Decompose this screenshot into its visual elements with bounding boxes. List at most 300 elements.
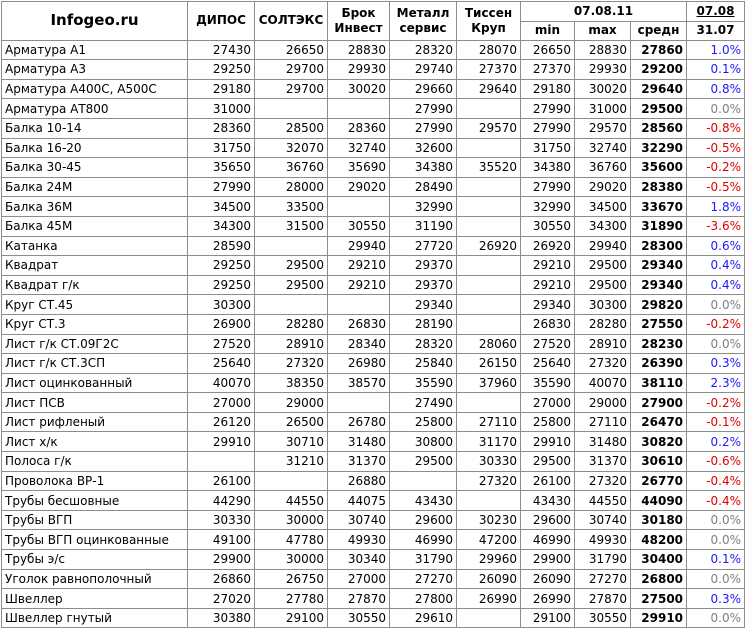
supplier-price: 31480 xyxy=(328,432,390,452)
min-price: 26990 xyxy=(521,589,575,609)
min-price: 29600 xyxy=(521,510,575,530)
avg-price: 28300 xyxy=(631,236,687,256)
change-percent: -0.8% xyxy=(687,118,745,138)
supplier-price: 32070 xyxy=(255,138,328,158)
table-row xyxy=(2,236,745,256)
supplier-price: 28190 xyxy=(390,314,457,334)
min-price: 27990 xyxy=(521,99,575,119)
supplier-price: 28000 xyxy=(255,177,328,197)
supplier-price: 27990 xyxy=(188,177,255,197)
product-name: Балка 10-14 xyxy=(2,118,188,138)
avg-price: 32290 xyxy=(631,138,687,158)
supplier-price: 26830 xyxy=(328,314,390,334)
product-name: Лист оцинкованный xyxy=(2,373,188,393)
brand-title: Infogeo.ru xyxy=(2,2,188,41)
table-row xyxy=(2,569,745,589)
change-percent: 1.0% xyxy=(687,40,745,60)
supplier-price: 26900 xyxy=(188,314,255,334)
max-price: 30550 xyxy=(575,608,631,628)
supplier-price: 27000 xyxy=(328,569,390,589)
supplier-price: 29250 xyxy=(188,275,255,295)
supplier-price: 27270 xyxy=(390,569,457,589)
min-price: 29910 xyxy=(521,432,575,452)
supplier-header-2: СОЛТЭКС xyxy=(255,2,328,41)
supplier-price: 30550 xyxy=(328,216,390,236)
supplier-price: 27870 xyxy=(328,589,390,609)
supplier-price: 29250 xyxy=(188,256,255,276)
table-row xyxy=(2,510,745,530)
supplier-price: 29020 xyxy=(328,177,390,197)
change-percent: 0.1% xyxy=(687,550,745,570)
change-percent: -3.6% xyxy=(687,216,745,236)
min-price: 32990 xyxy=(521,197,575,217)
supplier-price: 27320 xyxy=(457,471,521,491)
avg-price: 28380 xyxy=(631,177,687,197)
supplier-price xyxy=(328,197,390,217)
avg-price: 27900 xyxy=(631,393,687,413)
product-name: Лист г/к СТ.3СП xyxy=(2,354,188,374)
change-percent: 1.8% xyxy=(687,197,745,217)
supplier-price: 28280 xyxy=(255,314,328,334)
supplier-price: 26780 xyxy=(328,412,390,432)
supplier-price: 29100 xyxy=(255,608,328,628)
product-name: Арматура А3 xyxy=(2,60,188,80)
supplier-price: 29930 xyxy=(328,60,390,80)
supplier-price: 25640 xyxy=(188,354,255,374)
table-row xyxy=(2,314,745,334)
supplier-price: 30740 xyxy=(328,510,390,530)
table-row xyxy=(2,608,745,628)
supplier-price: 26650 xyxy=(255,40,328,60)
supplier-price: 29210 xyxy=(328,275,390,295)
change-date-bottom: 31.07 xyxy=(687,21,745,40)
avg-price: 44090 xyxy=(631,491,687,511)
product-name: Трубы бесшовные xyxy=(2,491,188,511)
min-price: 26650 xyxy=(521,40,575,60)
supplier-price xyxy=(457,256,521,276)
supplier-price: 30230 xyxy=(457,510,521,530)
avg-price: 29340 xyxy=(631,275,687,295)
min-price: 35590 xyxy=(521,373,575,393)
table-row xyxy=(2,60,745,80)
supplier-price: 26750 xyxy=(255,569,328,589)
product-name: Катанка xyxy=(2,236,188,256)
supplier-price: 29910 xyxy=(188,432,255,452)
max-price: 30020 xyxy=(575,79,631,99)
product-name: Арматура АТ800 xyxy=(2,99,188,119)
supplier-price: 27490 xyxy=(390,393,457,413)
avg-price: 28230 xyxy=(631,334,687,354)
supplier-price xyxy=(255,471,328,491)
supplier-price: 46990 xyxy=(390,530,457,550)
avg-price: 33670 xyxy=(631,197,687,217)
supplier-header-5: Тиссен Круп xyxy=(457,2,521,41)
max-price: 34300 xyxy=(575,216,631,236)
supplier-price: 32600 xyxy=(390,138,457,158)
min-price: 34380 xyxy=(521,158,575,178)
change-percent: 0.2% xyxy=(687,432,745,452)
max-price: 27320 xyxy=(575,354,631,374)
product-name: Трубы э/с xyxy=(2,550,188,570)
product-name: Полоса г/к xyxy=(2,452,188,472)
min-price: 29100 xyxy=(521,608,575,628)
table-row xyxy=(2,373,745,393)
change-percent: -0.6% xyxy=(687,452,745,472)
avg-price: 29340 xyxy=(631,256,687,276)
min-price: 29180 xyxy=(521,79,575,99)
product-name: Балка 24М xyxy=(2,177,188,197)
supplier-price: 34500 xyxy=(188,197,255,217)
supplier-price xyxy=(390,471,457,491)
supplier-price: 26920 xyxy=(457,236,521,256)
change-percent: -0.5% xyxy=(687,177,745,197)
supplier-price xyxy=(255,99,328,119)
product-name: Швеллер xyxy=(2,589,188,609)
supplier-price: 28320 xyxy=(390,40,457,60)
header-row xyxy=(2,2,745,22)
supplier-price: 30550 xyxy=(328,608,390,628)
change-date-top: 07.08 xyxy=(687,2,745,22)
supplier-price: 27370 xyxy=(457,60,521,80)
supplier-price: 28360 xyxy=(328,118,390,138)
supplier-price: 28060 xyxy=(457,334,521,354)
supplier-price: 31790 xyxy=(390,550,457,570)
max-price: 36760 xyxy=(575,158,631,178)
supplier-price: 28590 xyxy=(188,236,255,256)
supplier-price: 26120 xyxy=(188,412,255,432)
supplier-price: 28070 xyxy=(457,40,521,60)
max-price: 30740 xyxy=(575,510,631,530)
table-row xyxy=(2,79,745,99)
supplier-price xyxy=(457,197,521,217)
supplier-price xyxy=(188,452,255,472)
avg-price: 26390 xyxy=(631,354,687,374)
min-price: 25800 xyxy=(521,412,575,432)
supplier-price: 29000 xyxy=(255,393,328,413)
supplier-price: 27430 xyxy=(188,40,255,60)
supplier-price: 34380 xyxy=(390,158,457,178)
supplier-price: 28360 xyxy=(188,118,255,138)
change-percent: 0.3% xyxy=(687,354,745,374)
max-price: 29500 xyxy=(575,275,631,295)
date-header: 07.08.11 xyxy=(521,2,687,22)
change-percent: -0.4% xyxy=(687,491,745,511)
avg-price: 30820 xyxy=(631,432,687,452)
avg-header: средн xyxy=(631,21,687,40)
min-price: 43430 xyxy=(521,491,575,511)
supplier-price: 31500 xyxy=(255,216,328,236)
product-name: Круг СТ.45 xyxy=(2,295,188,315)
supplier-price: 28340 xyxy=(328,334,390,354)
max-price: 29570 xyxy=(575,118,631,138)
max-price: 28280 xyxy=(575,314,631,334)
product-name: Лист х/к xyxy=(2,432,188,452)
product-name: Проволока ВР-1 xyxy=(2,471,188,491)
avg-price: 30610 xyxy=(631,452,687,472)
supplier-price: 26090 xyxy=(457,569,521,589)
supplier-price: 29660 xyxy=(390,79,457,99)
max-price: 34500 xyxy=(575,197,631,217)
supplier-price: 32990 xyxy=(390,197,457,217)
change-percent: -0.5% xyxy=(687,138,745,158)
supplier-price: 26100 xyxy=(188,471,255,491)
min-price: 29500 xyxy=(521,452,575,472)
max-price: 27320 xyxy=(575,471,631,491)
supplier-price: 26500 xyxy=(255,412,328,432)
supplier-price: 29740 xyxy=(390,60,457,80)
max-price: 31480 xyxy=(575,432,631,452)
supplier-price: 30710 xyxy=(255,432,328,452)
supplier-price: 29570 xyxy=(457,118,521,138)
supplier-price: 25800 xyxy=(390,412,457,432)
supplier-price xyxy=(457,393,521,413)
table-row xyxy=(2,158,745,178)
supplier-price xyxy=(457,608,521,628)
supplier-price: 26150 xyxy=(457,354,521,374)
supplier-price: 29700 xyxy=(255,60,328,80)
change-percent: -0.2% xyxy=(687,393,745,413)
change-percent: 0.6% xyxy=(687,236,745,256)
table-row xyxy=(2,216,745,236)
supplier-price: 31210 xyxy=(255,452,328,472)
table-row xyxy=(2,197,745,217)
change-percent: -0.2% xyxy=(687,314,745,334)
max-price: 28830 xyxy=(575,40,631,60)
supplier-price: 29500 xyxy=(255,275,328,295)
max-price: 30300 xyxy=(575,295,631,315)
product-name: Балка 45М xyxy=(2,216,188,236)
supplier-price: 27990 xyxy=(390,99,457,119)
avg-price: 30180 xyxy=(631,510,687,530)
min-price: 26920 xyxy=(521,236,575,256)
product-name: Балка 36М xyxy=(2,197,188,217)
supplier-price xyxy=(457,138,521,158)
avg-price: 27550 xyxy=(631,314,687,334)
supplier-price: 30330 xyxy=(188,510,255,530)
supplier-price: 44075 xyxy=(328,491,390,511)
supplier-price: 49930 xyxy=(328,530,390,550)
change-percent: 0.1% xyxy=(687,60,745,80)
avg-price: 28560 xyxy=(631,118,687,138)
supplier-price xyxy=(457,314,521,334)
max-header: max xyxy=(575,21,631,40)
supplier-price: 32740 xyxy=(328,138,390,158)
table-row xyxy=(2,138,745,158)
supplier-price: 29640 xyxy=(457,79,521,99)
max-price: 29000 xyxy=(575,393,631,413)
max-price: 29500 xyxy=(575,256,631,276)
supplier-price: 29180 xyxy=(188,79,255,99)
product-name: Лист г/к СТ.09Г2С xyxy=(2,334,188,354)
max-price: 27870 xyxy=(575,589,631,609)
supplier-price: 31170 xyxy=(457,432,521,452)
change-percent: -0.2% xyxy=(687,158,745,178)
min-price: 30550 xyxy=(521,216,575,236)
change-percent: 2.3% xyxy=(687,373,745,393)
table-row xyxy=(2,452,745,472)
max-price: 31000 xyxy=(575,99,631,119)
avg-price: 26470 xyxy=(631,412,687,432)
supplier-header-3: Брок Инвест xyxy=(328,2,390,41)
supplier-price: 34300 xyxy=(188,216,255,236)
change-percent: 0.0% xyxy=(687,295,745,315)
table-row xyxy=(2,491,745,511)
table-row xyxy=(2,40,745,60)
supplier-price: 47200 xyxy=(457,530,521,550)
supplier-price: 49100 xyxy=(188,530,255,550)
supplier-price: 29370 xyxy=(390,275,457,295)
min-price: 26100 xyxy=(521,471,575,491)
supplier-price xyxy=(328,99,390,119)
avg-price: 27500 xyxy=(631,589,687,609)
product-name: Балка 16-20 xyxy=(2,138,188,158)
supplier-price xyxy=(457,491,521,511)
supplier-price: 25840 xyxy=(390,354,457,374)
table-row xyxy=(2,275,745,295)
table-row xyxy=(2,256,745,276)
supplier-price: 27000 xyxy=(188,393,255,413)
min-price: 27000 xyxy=(521,393,575,413)
supplier-price: 44290 xyxy=(188,491,255,511)
change-percent: -0.1% xyxy=(687,412,745,432)
supplier-price xyxy=(457,99,521,119)
supplier-price: 30020 xyxy=(328,79,390,99)
supplier-price: 35690 xyxy=(328,158,390,178)
supplier-price: 38350 xyxy=(255,373,328,393)
supplier-price: 31000 xyxy=(188,99,255,119)
supplier-price: 29500 xyxy=(255,256,328,276)
supplier-price: 29960 xyxy=(457,550,521,570)
change-percent: 0.3% xyxy=(687,589,745,609)
max-price: 29940 xyxy=(575,236,631,256)
supplier-price: 28910 xyxy=(255,334,328,354)
max-price: 44550 xyxy=(575,491,631,511)
change-percent: 0.4% xyxy=(687,275,745,295)
table-row xyxy=(2,530,745,550)
change-percent: -0.4% xyxy=(687,471,745,491)
product-name: Трубы ВГП xyxy=(2,510,188,530)
supplier-price: 27720 xyxy=(390,236,457,256)
table-row xyxy=(2,432,745,452)
supplier-price: 30000 xyxy=(255,550,328,570)
avg-price: 38110 xyxy=(631,373,687,393)
supplier-price: 35650 xyxy=(188,158,255,178)
product-name: Уголок равнополочный xyxy=(2,569,188,589)
price-table xyxy=(1,1,745,628)
supplier-price: 44550 xyxy=(255,491,328,511)
max-price: 49930 xyxy=(575,530,631,550)
supplier-price: 31190 xyxy=(390,216,457,236)
table-body xyxy=(2,40,745,628)
supplier-price: 27520 xyxy=(188,334,255,354)
product-name: Лист рифленый xyxy=(2,412,188,432)
supplier-price xyxy=(457,295,521,315)
avg-price: 29500 xyxy=(631,99,687,119)
avg-price: 48200 xyxy=(631,530,687,550)
avg-price: 35600 xyxy=(631,158,687,178)
supplier-price: 31750 xyxy=(188,138,255,158)
supplier-price: 47780 xyxy=(255,530,328,550)
product-name: Квадрат xyxy=(2,256,188,276)
min-price: 27370 xyxy=(521,60,575,80)
supplier-price: 28490 xyxy=(390,177,457,197)
supplier-header-1: ДИПОС xyxy=(188,2,255,41)
supplier-price: 31370 xyxy=(328,452,390,472)
supplier-price: 28320 xyxy=(390,334,457,354)
supplier-price: 28500 xyxy=(255,118,328,138)
supplier-price xyxy=(328,393,390,413)
supplier-price: 36760 xyxy=(255,158,328,178)
change-percent: 0.4% xyxy=(687,256,745,276)
avg-price: 26770 xyxy=(631,471,687,491)
supplier-price: 30340 xyxy=(328,550,390,570)
max-price: 28910 xyxy=(575,334,631,354)
supplier-price: 29340 xyxy=(390,295,457,315)
supplier-price: 30330 xyxy=(457,452,521,472)
avg-price: 30400 xyxy=(631,550,687,570)
table-row xyxy=(2,412,745,432)
change-percent: 0.0% xyxy=(687,569,745,589)
table-row xyxy=(2,550,745,570)
supplier-price: 29370 xyxy=(390,256,457,276)
min-price: 27520 xyxy=(521,334,575,354)
min-price: 29900 xyxy=(521,550,575,570)
supplier-price: 28830 xyxy=(328,40,390,60)
max-price: 31790 xyxy=(575,550,631,570)
max-price: 32740 xyxy=(575,138,631,158)
product-name: Арматура А400С, А500С xyxy=(2,79,188,99)
supplier-price: 29500 xyxy=(390,452,457,472)
table-row xyxy=(2,118,745,138)
supplier-price: 35520 xyxy=(457,158,521,178)
min-price: 27990 xyxy=(521,177,575,197)
supplier-price xyxy=(457,275,521,295)
supplier-price: 30300 xyxy=(188,295,255,315)
table-row xyxy=(2,393,745,413)
avg-price: 29820 xyxy=(631,295,687,315)
supplier-price: 35590 xyxy=(390,373,457,393)
product-name: Швеллер гнутый xyxy=(2,608,188,628)
supplier-price: 29940 xyxy=(328,236,390,256)
supplier-price xyxy=(457,216,521,236)
supplier-price: 38570 xyxy=(328,373,390,393)
supplier-price xyxy=(457,177,521,197)
min-price: 25640 xyxy=(521,354,575,374)
min-price: 29210 xyxy=(521,256,575,276)
product-name: Квадрат г/к xyxy=(2,275,188,295)
min-price: 29210 xyxy=(521,275,575,295)
supplier-price xyxy=(255,236,328,256)
avg-price: 27860 xyxy=(631,40,687,60)
min-header: min xyxy=(521,21,575,40)
supplier-price: 33500 xyxy=(255,197,328,217)
min-price: 29340 xyxy=(521,295,575,315)
change-percent: 0.8% xyxy=(687,79,745,99)
supplier-price: 27020 xyxy=(188,589,255,609)
table-row xyxy=(2,471,745,491)
supplier-price: 30800 xyxy=(390,432,457,452)
supplier-price: 27800 xyxy=(390,589,457,609)
supplier-price: 27990 xyxy=(390,118,457,138)
max-price: 29020 xyxy=(575,177,631,197)
supplier-price: 37960 xyxy=(457,373,521,393)
supplier-price: 29210 xyxy=(328,256,390,276)
change-percent: 0.0% xyxy=(687,510,745,530)
supplier-price: 27780 xyxy=(255,589,328,609)
supplier-price: 29700 xyxy=(255,79,328,99)
avg-price: 31890 xyxy=(631,216,687,236)
table-row xyxy=(2,354,745,374)
